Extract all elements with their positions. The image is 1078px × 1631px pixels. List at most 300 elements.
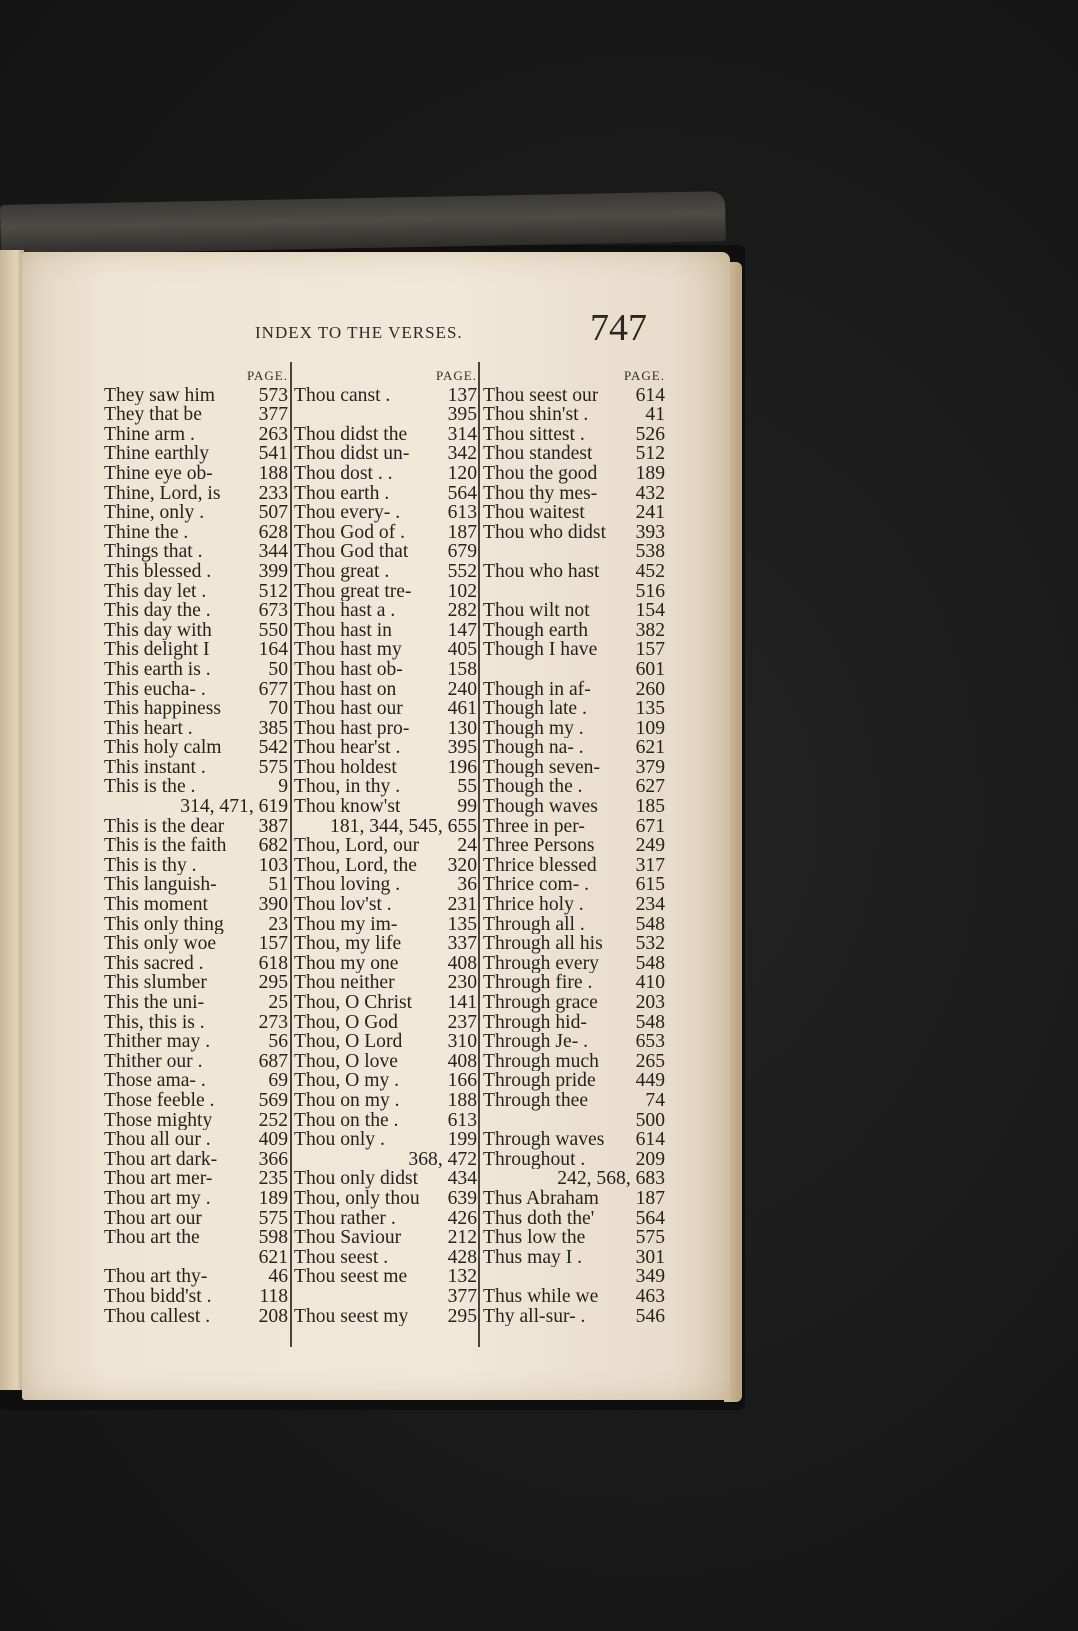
entry-page-number: 548	[635, 953, 665, 974]
index-entry	[104, 405, 288, 425]
entry-text: Thou only didst	[294, 1169, 419, 1189]
index-entry	[104, 1111, 288, 1131]
entry-text: This delight I	[104, 640, 210, 660]
index-entry	[104, 601, 288, 621]
index-continuation: 314, 471, 619	[180, 796, 288, 818]
index-entry	[104, 699, 288, 719]
entry-page-number: 546	[635, 1306, 665, 1327]
entry-text: This holy calm	[104, 738, 222, 758]
entry-page-number: 9	[278, 777, 288, 798]
index-entry	[104, 954, 288, 974]
index-entry	[104, 621, 288, 641]
entry-text: Thou neither	[294, 973, 395, 993]
entry-page-number: 103	[258, 855, 288, 876]
entry-page-number: 614	[635, 1130, 665, 1150]
index-entry	[104, 895, 288, 915]
entry-page-number: 426	[447, 1208, 477, 1229]
index-continuation: 368, 472	[408, 1148, 477, 1170]
index-entry	[483, 680, 665, 700]
entry-text: Thou, O love	[294, 1051, 398, 1072]
index-entry	[483, 1189, 665, 1209]
entry-text: Thou bidd'st .	[104, 1286, 212, 1307]
index-column-3	[483, 366, 665, 1326]
entry-page-number: 265	[635, 1051, 665, 1072]
entry-page-number: 613	[447, 503, 477, 523]
index-entry	[104, 582, 288, 602]
index-entry	[104, 386, 288, 406]
entry-page-number: 189	[258, 1188, 288, 1209]
entry-page-number: 344	[258, 542, 288, 562]
entry-page-number: 56	[268, 1032, 288, 1052]
entry-text: Thou hast my	[294, 640, 402, 660]
entry-text: Thou dost . .	[294, 463, 393, 484]
page-number: 747	[590, 307, 647, 349]
entry-page-number: 548	[635, 1012, 665, 1033]
entry-text: Thou art our	[104, 1208, 202, 1229]
index-continuation: 181, 344, 545, 655	[330, 815, 477, 837]
column-head: PAGE.	[435, 368, 477, 383]
entry-text: Things that .	[104, 542, 203, 562]
entry-page-number: 614	[635, 385, 665, 406]
entry-page-number: 41	[645, 405, 665, 425]
entry-text: Those mighty	[104, 1110, 213, 1131]
entry-text: This is the faith	[104, 836, 227, 856]
entry-page-number: 653	[635, 1032, 665, 1052]
index-entry	[294, 640, 477, 660]
entry-text: Thou God that	[294, 542, 409, 562]
entry-text: Thou hast a .	[294, 601, 396, 621]
entry-page-number: 188	[258, 463, 288, 484]
index-continuation: 500	[635, 1109, 665, 1131]
entry-text: Thine eye ob-	[104, 463, 213, 484]
entry-text: This happiness	[104, 699, 222, 719]
index-entry	[483, 503, 665, 523]
index-entry	[104, 738, 288, 758]
index-entry	[483, 934, 665, 954]
entry-page-number: 199	[447, 1130, 477, 1150]
entry-text: Through thee	[483, 1090, 589, 1111]
index-entry	[294, 915, 477, 935]
entry-page-number: 157	[258, 934, 288, 954]
index-entry	[294, 1209, 477, 1229]
entry-text: Thou, Lord, our	[294, 836, 420, 856]
index-entry	[294, 542, 477, 562]
entry-text: Thus doth the'	[483, 1208, 595, 1229]
left-page-edge	[0, 250, 24, 1390]
entry-page-number: 564	[635, 1208, 665, 1229]
index-entry	[294, 1032, 477, 1052]
index-continuation: 395	[447, 404, 477, 426]
entry-text: Thou, my life	[294, 934, 402, 954]
entry-page-number: 25	[268, 993, 288, 1013]
entry-text: Thou, O Lord	[294, 1032, 403, 1052]
entry-text: Thou art thy-	[104, 1267, 208, 1287]
index-entry	[294, 1267, 477, 1287]
entry-page-number: 405	[447, 640, 477, 660]
entry-text: Thou art dark-	[104, 1149, 218, 1170]
index-entry	[294, 660, 477, 680]
index-entry	[294, 993, 477, 1013]
entry-text: Thine the .	[104, 522, 189, 543]
index-entry	[294, 1307, 477, 1327]
entry-text: Thou my im-	[294, 914, 398, 935]
index-entry	[483, 1307, 665, 1327]
entry-page-number: 203	[635, 993, 665, 1013]
entry-text: Thou lov'st .	[294, 895, 392, 915]
entry-text: Thou great .	[294, 561, 390, 582]
entry-page-number: 564	[447, 483, 477, 504]
entry-page-number: 541	[258, 444, 288, 464]
entry-page-number: 382	[635, 620, 665, 641]
index-entry	[483, 719, 665, 739]
entry-text: Thou, O my .	[294, 1071, 400, 1091]
entry-page-number: 434	[447, 1169, 477, 1189]
entry-text: Thou didst the	[294, 424, 408, 445]
index-entry	[104, 425, 288, 445]
entry-text: Thou who didst	[483, 522, 607, 543]
entry-text: Thou, Lord, the	[294, 855, 417, 876]
entry-text: Thou, O God	[294, 1012, 398, 1033]
entry-page-number: 46	[268, 1267, 288, 1287]
entry-text: Thou, only thou	[294, 1188, 420, 1209]
entry-page-number: 135	[635, 699, 665, 719]
index-entry	[104, 1150, 288, 1170]
index-continuation: 349	[635, 1266, 665, 1288]
entry-text: Though waves	[483, 797, 598, 817]
entry-text: Three in per-	[483, 816, 585, 837]
entry-text: Thy all-sur- .	[483, 1306, 586, 1327]
entry-text: Through every	[483, 953, 599, 974]
entry-text: Those feeble .	[104, 1090, 215, 1111]
entry-text: This only woe	[104, 934, 217, 954]
entry-page-number: 615	[635, 875, 665, 896]
index-entry	[104, 1032, 288, 1052]
index-entry	[294, 582, 477, 602]
entry-page-number: 109	[635, 718, 665, 739]
entry-page-number: 677	[258, 679, 288, 700]
index-entry	[104, 719, 288, 739]
entry-text: Thine, Lord, is	[104, 483, 221, 504]
entry-text: Thus while we	[483, 1286, 599, 1307]
index-entry	[483, 1209, 665, 1229]
index-entry	[483, 1287, 665, 1307]
entry-page-number: 512	[258, 581, 288, 602]
entry-text: This instant .	[104, 757, 206, 778]
entry-page-number: 575	[258, 1208, 288, 1229]
entry-text: Thou all our .	[104, 1130, 211, 1150]
entry-page-number: 627	[635, 777, 665, 798]
entry-text: Thou art mer-	[104, 1169, 213, 1189]
entry-page-number: 532	[635, 934, 665, 954]
entry-text: This languish-	[104, 875, 217, 896]
entry-text: This heart .	[104, 718, 193, 739]
index-entry	[294, 1071, 477, 1091]
entry-page-number: 135	[447, 914, 477, 935]
column-rule	[478, 362, 480, 1347]
entry-text: Thine earthly	[104, 444, 210, 464]
entry-text: Thou hast pro-	[294, 718, 410, 739]
entry-page-number: 263	[258, 424, 288, 445]
entry-text: Thou, in thy .	[294, 777, 401, 798]
entry-page-number: 196	[447, 757, 477, 778]
entry-text: Through all .	[483, 914, 585, 935]
entry-page-number: 395	[447, 738, 477, 758]
entry-text: Thou the good	[483, 463, 598, 484]
entry-text: Thou didst un-	[294, 444, 410, 464]
entry-text: Though in af-	[483, 679, 591, 700]
entry-page-number: 461	[447, 699, 477, 719]
entry-page-number: 166	[447, 1071, 477, 1091]
entry-page-number: 282	[447, 601, 477, 621]
entry-page-number: 682	[258, 836, 288, 856]
entry-text: Thou only .	[294, 1130, 385, 1150]
entry-text: Thine arm .	[104, 424, 195, 445]
entry-page-number: 295	[258, 973, 288, 993]
entry-page-number: 393	[635, 522, 665, 543]
entry-page-number: 102	[447, 581, 477, 602]
entry-page-number: 310	[447, 1032, 477, 1052]
entry-page-number: 212	[447, 1228, 477, 1248]
index-entry	[104, 1052, 288, 1072]
index-entry	[483, 895, 665, 915]
entry-text: Thou loving .	[294, 875, 401, 896]
entry-text: This day with	[104, 620, 212, 641]
index-entry	[104, 1228, 288, 1248]
entry-text: This day let .	[104, 581, 207, 602]
entry-page-number: 230	[447, 973, 477, 993]
index-entry	[104, 856, 288, 876]
index-entry	[483, 425, 665, 445]
index-entry	[104, 1189, 288, 1209]
entry-page-number: 463	[635, 1286, 665, 1307]
entry-page-number: 50	[268, 659, 288, 680]
entry-page-number: 320	[447, 855, 477, 876]
entry-page-number: 118	[259, 1286, 288, 1307]
index-entry	[104, 875, 288, 895]
index-entry	[294, 484, 477, 504]
entry-text: Thou waitest	[483, 503, 585, 523]
entry-page-number: 575	[635, 1228, 665, 1248]
column-rule	[290, 362, 292, 1347]
index-entry	[294, 856, 477, 876]
index-entry	[294, 444, 477, 464]
entry-page-number: 390	[258, 895, 288, 915]
entry-text: Though the .	[483, 777, 583, 798]
index-entry	[483, 797, 665, 817]
entry-page-number: 317	[635, 855, 665, 876]
entry-page-number: 249	[635, 836, 665, 856]
entry-text: Though I have	[483, 640, 598, 660]
index-entry	[104, 660, 288, 680]
entry-page-number: 233	[258, 483, 288, 504]
index-entry	[294, 503, 477, 523]
entry-page-number: 548	[635, 914, 665, 935]
index-entry	[294, 1111, 477, 1131]
entry-page-number: 70	[268, 699, 288, 719]
entry-page-number: 209	[635, 1149, 665, 1170]
entry-text: Thine, only .	[104, 503, 205, 523]
index-entry	[483, 1052, 665, 1072]
index-entry	[294, 875, 477, 895]
entry-page-number: 260	[635, 679, 665, 700]
entry-page-number: 24	[457, 836, 477, 856]
index-entry	[104, 1091, 288, 1111]
entry-text: Thou hear'st .	[294, 738, 401, 758]
index-entry	[104, 523, 288, 543]
index-entry	[294, 777, 477, 797]
index-entry	[104, 1307, 288, 1327]
entry-text: Through fire .	[483, 973, 593, 993]
entry-page-number: 673	[258, 601, 288, 621]
entry-page-number: 598	[258, 1228, 288, 1248]
index-entry	[104, 777, 288, 797]
entry-page-number: 687	[258, 1051, 288, 1072]
entry-page-number: 613	[447, 1110, 477, 1131]
entry-page-number: 379	[635, 757, 665, 778]
entry-page-number: 120	[447, 463, 477, 484]
entry-text: This moment	[104, 895, 208, 915]
index-column-2	[294, 366, 477, 1326]
entry-page-number: 552	[447, 561, 477, 582]
index-entry	[483, 915, 665, 935]
entry-text: This blessed .	[104, 561, 212, 582]
index-entry	[294, 973, 477, 993]
entry-text: Thou holdest	[294, 757, 397, 778]
entry-text: This is the .	[104, 777, 196, 798]
entry-page-number: 639	[447, 1188, 477, 1209]
index-entry	[483, 484, 665, 504]
entry-page-number: 432	[635, 483, 665, 504]
entry-text: Thou seest our	[483, 385, 599, 406]
entry-page-number: 157	[635, 640, 665, 660]
index-entry	[104, 758, 288, 778]
entry-page-number: 569	[258, 1090, 288, 1111]
index-continuation: 516	[635, 580, 665, 602]
index-entry	[294, 601, 477, 621]
index-entry	[104, 640, 288, 660]
entry-page-number: 231	[447, 895, 477, 915]
index-entry	[294, 738, 477, 758]
entry-page-number: 240	[447, 679, 477, 700]
index-column-1	[104, 366, 288, 1326]
index-entry	[104, 484, 288, 504]
entry-text: This the uni-	[104, 993, 205, 1013]
entry-page-number: 188	[447, 1090, 477, 1111]
entry-page-number: 408	[447, 1051, 477, 1072]
index-entry	[483, 856, 665, 876]
entry-page-number: 618	[258, 953, 288, 974]
entry-text: Through much	[483, 1051, 599, 1072]
index-entry	[104, 1169, 288, 1189]
index-continuation: 601	[635, 658, 665, 680]
entry-page-number: 164	[258, 640, 288, 660]
index-entry	[104, 1071, 288, 1091]
index-entry	[294, 699, 477, 719]
index-entry	[483, 758, 665, 778]
entry-text: Thou Saviour	[294, 1228, 402, 1248]
entry-text: Thou shin'st .	[483, 405, 589, 425]
index-entry	[104, 993, 288, 1013]
entry-text: Through Je- .	[483, 1032, 589, 1052]
index-entry	[104, 503, 288, 523]
entry-page-number: 387	[258, 816, 288, 837]
entry-page-number: 132	[447, 1267, 477, 1287]
index-entry	[294, 719, 477, 739]
entry-text: Thou who hast	[483, 561, 600, 582]
index-entry	[483, 444, 665, 464]
entry-text: Thou thy mes-	[483, 483, 598, 504]
index-entry	[483, 1248, 665, 1268]
entry-text: This only thing	[104, 914, 224, 935]
entry-page-number: 141	[447, 993, 477, 1013]
entry-page-number: 51	[268, 875, 288, 896]
entry-page-number: 154	[635, 601, 665, 621]
entry-text: Through all his	[483, 934, 603, 954]
index-entry	[294, 836, 477, 856]
entry-page-number: 399	[258, 561, 288, 582]
entry-text: Thou hast in	[294, 620, 392, 641]
entry-text: Thither our .	[104, 1051, 203, 1072]
entry-text: Though earth	[483, 620, 589, 641]
index-entry	[294, 1013, 477, 1033]
index-entry	[483, 875, 665, 895]
entry-page-number: 573	[258, 385, 288, 406]
entry-page-number: 185	[635, 797, 665, 817]
index-entry	[104, 934, 288, 954]
index-entry	[104, 562, 288, 582]
entry-text: Thrice com- .	[483, 875, 590, 896]
entry-text: Though late .	[483, 699, 587, 719]
entry-text: Thou seest .	[294, 1247, 389, 1268]
index-entry	[104, 973, 288, 993]
entry-page-number: 235	[258, 1169, 288, 1189]
index-entry	[483, 621, 665, 641]
entry-text: Though seven-	[483, 757, 600, 778]
entry-text: Thou sittest .	[483, 424, 585, 445]
entry-page-number: 385	[258, 718, 288, 739]
index-entry	[294, 797, 477, 817]
entry-text: Through grace	[483, 993, 598, 1013]
entry-text: Thou rather .	[294, 1208, 396, 1229]
entry-text: They that be	[104, 405, 202, 425]
entry-text: They saw him	[104, 385, 216, 406]
index-entry	[294, 386, 477, 406]
index-entry	[294, 680, 477, 700]
entry-page-number: 187	[635, 1188, 665, 1209]
entry-page-number: 130	[447, 718, 477, 739]
index-entry	[483, 993, 665, 1013]
entry-page-number: 366	[258, 1149, 288, 1170]
entry-page-number: 314	[447, 424, 477, 445]
entry-page-number: 23	[268, 914, 288, 935]
entry-page-number: 69	[268, 1071, 288, 1091]
entry-text: Thou on my .	[294, 1090, 400, 1111]
entry-page-number: 621	[635, 738, 665, 758]
entry-page-number: 55	[457, 777, 477, 798]
index-entry	[483, 405, 665, 425]
entry-page-number: 428	[447, 1247, 477, 1268]
index-entry	[483, 1150, 665, 1170]
index-entry	[104, 1287, 288, 1307]
entry-text: Through hid-	[483, 1012, 587, 1033]
index-entry	[483, 1091, 665, 1111]
entry-text: Thou know'st	[294, 797, 401, 817]
entry-page-number: 237	[447, 1012, 477, 1033]
entry-page-number: 342	[447, 444, 477, 464]
entry-page-number: 295	[447, 1306, 477, 1327]
index-entry	[104, 915, 288, 935]
entry-text: Thou wilt not	[483, 601, 590, 621]
